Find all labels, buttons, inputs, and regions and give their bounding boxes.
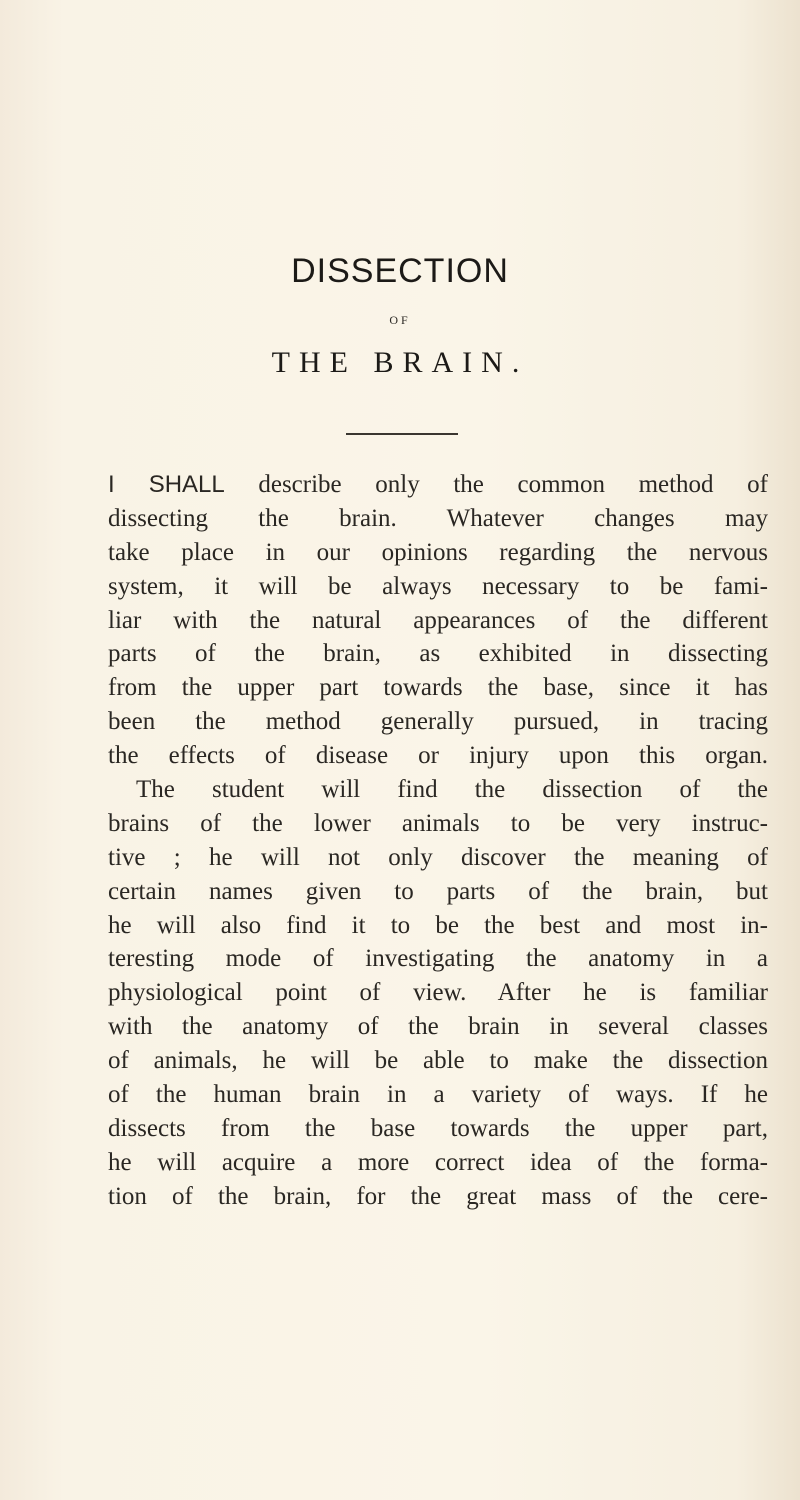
text-line: teresting mode of investigating the anatomy in a bbox=[108, 945, 768, 973]
title-line-dissection: DISSECTION bbox=[291, 252, 509, 290]
text-line: the effects of disease or injury upon this organ. bbox=[108, 742, 768, 770]
text-line: of the human brain in a variety of ways. If he bbox=[108, 1081, 768, 1109]
text-line: parts of the brain, as exhibited in dissecting bbox=[108, 640, 768, 668]
text-line: tive ; he will not only discover the meaning of bbox=[108, 843, 768, 871]
section-divider bbox=[346, 433, 458, 435]
text-line: I SHALL describe only the common method of bbox=[108, 471, 768, 498]
text-line: brains of the lower animals to be very instruc- bbox=[108, 809, 768, 837]
title-line-the-brain: THE BRAIN. bbox=[271, 346, 529, 379]
text-line: liar with the natural appearances of the different bbox=[108, 606, 768, 634]
text-line: take place in our opinions regarding the nervous bbox=[108, 538, 768, 566]
text-line: tion of the brain, for the great mass of the cere- bbox=[108, 1182, 768, 1210]
text-line: certain names given to parts of the brain, but bbox=[108, 877, 768, 905]
text-line: been the method generally pursued, in tracing bbox=[108, 708, 768, 736]
body-paragraph bbox=[108, 468, 768, 1214]
opening-words: I SHALL bbox=[108, 471, 225, 498]
text-line: system, it will be always necessary to be fami- bbox=[108, 572, 768, 600]
text-line: of animals, he will be able to make the dissection bbox=[108, 1047, 768, 1075]
text-line: The student will find the dissection of the bbox=[136, 776, 768, 804]
text-line: he will acquire a more correct idea of the forma- bbox=[108, 1148, 768, 1176]
text-line: dissecting the brain. Whatever changes may bbox=[108, 504, 768, 532]
text-line: with the anatomy of the brain in several classes bbox=[108, 1013, 768, 1041]
title-line-of: OF bbox=[389, 313, 411, 327]
text-line: physiological point of view. After he is familiar bbox=[108, 979, 768, 1007]
text-line: he will also find it to be the best and most in- bbox=[108, 911, 768, 939]
text-line: from the upper part towards the base, since it has bbox=[108, 674, 768, 702]
text-line: dissects from the base towards the upper part, bbox=[108, 1114, 768, 1142]
